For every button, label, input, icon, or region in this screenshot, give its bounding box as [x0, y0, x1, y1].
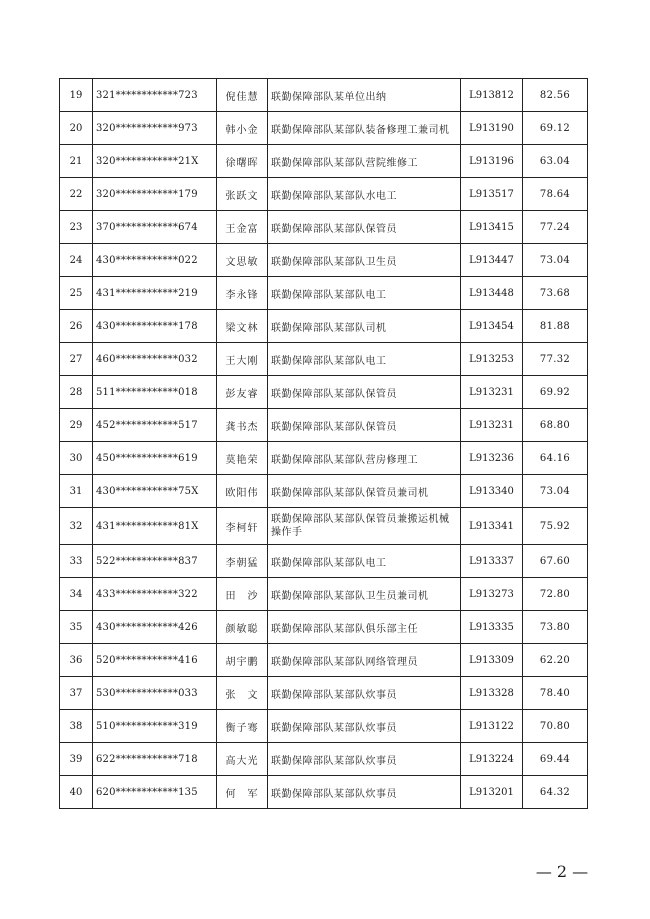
score-value: 72.80	[523, 578, 588, 611]
row-number: 27	[60, 343, 93, 376]
row-number: 39	[60, 743, 93, 776]
score-value: 73.68	[523, 277, 588, 310]
table-row	[60, 112, 588, 145]
candidate-name: 梁文林	[217, 310, 268, 343]
candidate-name: 韩小金	[217, 112, 268, 145]
candidate-name: 张 文	[217, 677, 268, 710]
id-number: 511************018	[93, 376, 217, 409]
position-code: L913224	[461, 743, 523, 776]
candidate-name: 李永锋	[217, 277, 268, 310]
score-value: 63.04	[523, 145, 588, 178]
position-title: 联勤保障部队某部队卫生员	[268, 244, 461, 277]
id-number: 430************022	[93, 244, 217, 277]
candidate-name: 高大光	[217, 743, 268, 776]
position-code: L913517	[461, 178, 523, 211]
position-title: 联勤保障部队某部队装备修理工兼司机	[268, 112, 461, 145]
row-number: 38	[60, 710, 93, 743]
position-code: L913812	[461, 79, 523, 112]
position-code: L913236	[461, 442, 523, 475]
row-number: 34	[60, 578, 93, 611]
row-number: 19	[60, 79, 93, 112]
score-value: 67.60	[523, 545, 588, 578]
position-title: 联勤保障部队某部队电工	[268, 277, 461, 310]
candidate-name: 田 沙	[217, 578, 268, 611]
candidate-name: 何 军	[217, 776, 268, 809]
position-title: 联勤保障部队某部队炊事员	[268, 710, 461, 743]
candidate-name: 徐曙晖	[217, 145, 268, 178]
score-value: 78.40	[523, 677, 588, 710]
id-number: 320************179	[93, 178, 217, 211]
candidate-score-table	[59, 78, 588, 809]
row-number: 36	[60, 644, 93, 677]
position-code: L913201	[461, 776, 523, 809]
score-value: 78.64	[523, 178, 588, 211]
table-row	[60, 442, 588, 475]
table-row	[60, 145, 588, 178]
score-value: 73.04	[523, 475, 588, 508]
position-code: L913231	[461, 409, 523, 442]
id-number: 520************416	[93, 644, 217, 677]
table-row	[60, 743, 588, 776]
table-row	[60, 710, 588, 743]
id-number: 530************033	[93, 677, 217, 710]
row-number: 21	[60, 145, 93, 178]
position-title: 联勤保障部队某部队水电工	[268, 178, 461, 211]
candidate-name: 胡宇鹏	[217, 644, 268, 677]
row-number: 20	[60, 112, 93, 145]
score-value: 73.80	[523, 611, 588, 644]
id-number: 433************322	[93, 578, 217, 611]
id-number: 430************75X	[93, 475, 217, 508]
table-row	[60, 310, 588, 343]
table-row	[60, 376, 588, 409]
table-row	[60, 277, 588, 310]
table-row	[60, 244, 588, 277]
table-row	[60, 611, 588, 644]
position-title: 联勤保障部队某部队保管员兼搬运机械操作手	[268, 508, 461, 545]
table-row	[60, 79, 588, 112]
table-row	[60, 508, 588, 545]
id-number: 452************517	[93, 409, 217, 442]
position-code: L913273	[461, 578, 523, 611]
position-title: 联勤保障部队某部队卫生员兼司机	[268, 578, 461, 611]
position-title: 联勤保障部队某部队炊事员	[268, 677, 461, 710]
row-number: 24	[60, 244, 93, 277]
table-row	[60, 409, 588, 442]
candidate-name: 龚书杰	[217, 409, 268, 442]
score-value: 69.12	[523, 112, 588, 145]
candidate-name: 王大刚	[217, 343, 268, 376]
position-title: 联勤保障部队某部队炊事员	[268, 743, 461, 776]
id-number: 620************135	[93, 776, 217, 809]
position-title: 联勤保障部队某部队炊事员	[268, 776, 461, 809]
row-number: 29	[60, 409, 93, 442]
id-number: 320************21X	[93, 145, 217, 178]
candidate-name: 李朝猛	[217, 545, 268, 578]
candidate-name: 彭友睿	[217, 376, 268, 409]
score-value: 64.16	[523, 442, 588, 475]
table-row	[60, 475, 588, 508]
page-number: — 2 —	[535, 862, 589, 881]
id-number: 431************219	[93, 277, 217, 310]
score-value: 68.80	[523, 409, 588, 442]
row-number: 37	[60, 677, 93, 710]
id-number: 510************319	[93, 710, 217, 743]
position-title: 联勤保障部队某部队营院维修工	[268, 145, 461, 178]
position-code: L913335	[461, 611, 523, 644]
candidate-name: 衡子骞	[217, 710, 268, 743]
position-title: 联勤保障部队某部队网络管理员	[268, 644, 461, 677]
position-code: L913415	[461, 211, 523, 244]
position-title: 联勤保障部队某部队司机	[268, 310, 461, 343]
position-title: 联勤保障部队某部队电工	[268, 545, 461, 578]
position-title: 联勤保障部队某单位出纳	[268, 79, 461, 112]
row-number: 31	[60, 475, 93, 508]
row-number: 40	[60, 776, 93, 809]
score-value: 77.32	[523, 343, 588, 376]
id-number: 370************674	[93, 211, 217, 244]
id-number: 430************178	[93, 310, 217, 343]
position-title: 联勤保障部队某部队保管员	[268, 211, 461, 244]
score-value: 81.88	[523, 310, 588, 343]
row-number: 23	[60, 211, 93, 244]
position-title: 联勤保障部队某部队保管员	[268, 376, 461, 409]
id-number: 522************837	[93, 545, 217, 578]
row-number: 28	[60, 376, 93, 409]
table-row	[60, 178, 588, 211]
table-row	[60, 211, 588, 244]
row-number: 26	[60, 310, 93, 343]
position-code: L913309	[461, 644, 523, 677]
row-number: 33	[60, 545, 93, 578]
position-code: L913122	[461, 710, 523, 743]
position-code: L913341	[461, 508, 523, 545]
id-number: 450************619	[93, 442, 217, 475]
row-number: 25	[60, 277, 93, 310]
position-title: 联勤保障部队某部队保管员兼司机	[268, 475, 461, 508]
candidate-name: 张跃文	[217, 178, 268, 211]
position-code: L913340	[461, 475, 523, 508]
id-number: 430************426	[93, 611, 217, 644]
id-number: 431************81X	[93, 508, 217, 545]
position-code: L913448	[461, 277, 523, 310]
candidate-name: 莫艳荣	[217, 442, 268, 475]
position-title: 联勤保障部队某部队保管员	[268, 409, 461, 442]
table-row	[60, 578, 588, 611]
table-row	[60, 343, 588, 376]
id-number: 321************723	[93, 79, 217, 112]
table-row	[60, 776, 588, 809]
score-value: 69.44	[523, 743, 588, 776]
row-number: 35	[60, 611, 93, 644]
table-row	[60, 677, 588, 710]
position-code: L913337	[461, 545, 523, 578]
table-row	[60, 545, 588, 578]
position-code: L913196	[461, 145, 523, 178]
table-body	[60, 79, 588, 809]
position-code: L913231	[461, 376, 523, 409]
row-number: 32	[60, 508, 93, 545]
id-number: 622************718	[93, 743, 217, 776]
score-value: 73.04	[523, 244, 588, 277]
score-value: 69.92	[523, 376, 588, 409]
position-code: L913454	[461, 310, 523, 343]
score-value: 82.56	[523, 79, 588, 112]
position-code: L913328	[461, 677, 523, 710]
id-number: 320************973	[93, 112, 217, 145]
position-code: L913447	[461, 244, 523, 277]
position-code: L913190	[461, 112, 523, 145]
candidate-name: 文思敏	[217, 244, 268, 277]
position-title: 联勤保障部队某部队营房修理工	[268, 442, 461, 475]
candidate-name: 王金富	[217, 211, 268, 244]
score-value: 64.32	[523, 776, 588, 809]
score-value: 70.80	[523, 710, 588, 743]
position-title: 联勤保障部队某部队电工	[268, 343, 461, 376]
candidate-name: 李柯轩	[217, 508, 268, 545]
score-value: 62.20	[523, 644, 588, 677]
candidate-name: 欧阳伟	[217, 475, 268, 508]
position-code: L913253	[461, 343, 523, 376]
score-value: 77.24	[523, 211, 588, 244]
candidate-name: 颜敏聪	[217, 611, 268, 644]
id-number: 460************032	[93, 343, 217, 376]
position-title: 联勤保障部队某部队俱乐部主任	[268, 611, 461, 644]
row-number: 22	[60, 178, 93, 211]
row-number: 30	[60, 442, 93, 475]
candidate-name: 倪佳慧	[217, 79, 268, 112]
score-value: 75.92	[523, 508, 588, 545]
table-row	[60, 644, 588, 677]
